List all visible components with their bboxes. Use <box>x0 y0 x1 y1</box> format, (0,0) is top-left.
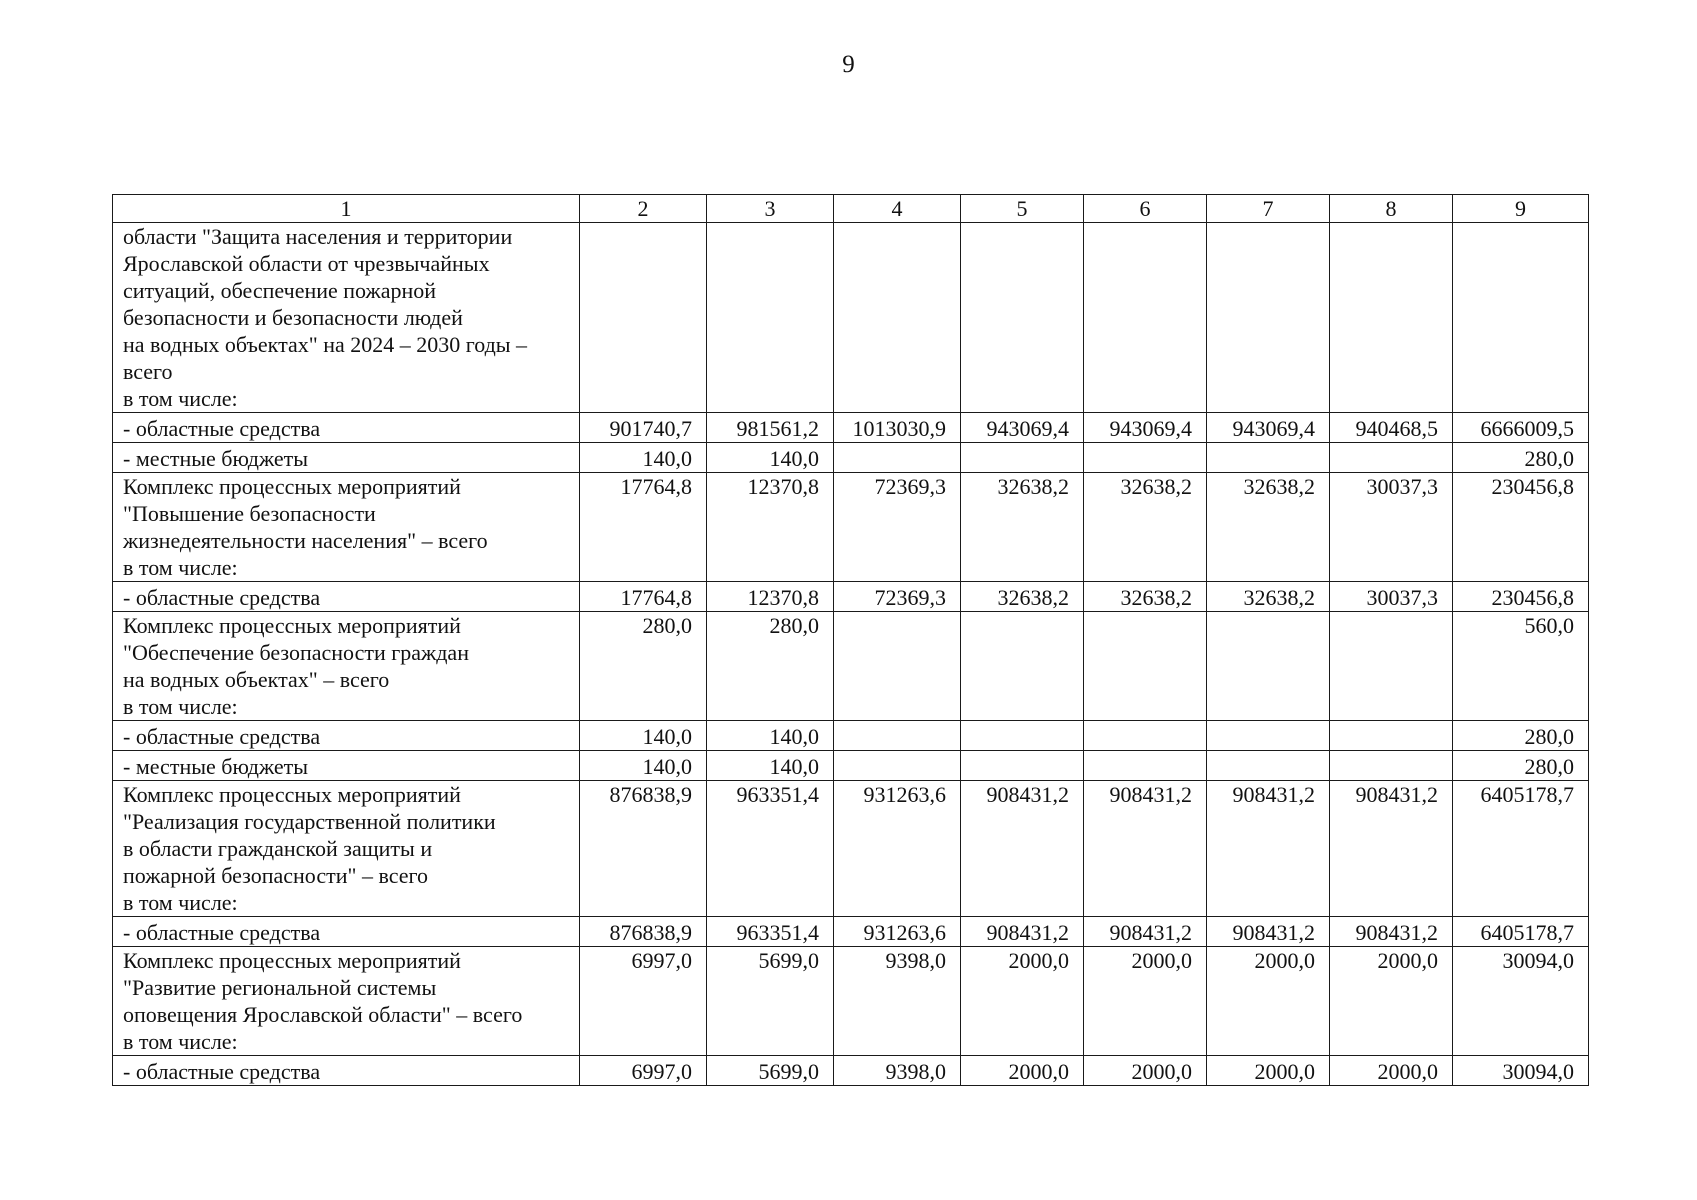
value-cell <box>1207 751 1330 781</box>
row-label: - областные средства <box>113 1056 580 1086</box>
value-cell: 876838,9 <box>580 917 707 947</box>
value-cell: 963351,4 <box>707 917 834 947</box>
row-label: - областные средства <box>113 413 580 443</box>
row-label: - местные бюджеты <box>113 443 580 473</box>
value-cell: 2000,0 <box>1084 947 1207 1056</box>
row-label: - областные средства <box>113 582 580 612</box>
value-cell <box>1084 751 1207 781</box>
row-label: - местные бюджеты <box>113 751 580 781</box>
value-cell: 931263,6 <box>834 781 961 917</box>
value-cell: 1013030,9 <box>834 413 961 443</box>
value-cell: 6405178,7 <box>1453 917 1589 947</box>
value-cell: 560,0 <box>1453 612 1589 721</box>
value-cell: 2000,0 <box>1207 1056 1330 1086</box>
value-cell <box>834 751 961 781</box>
page-number: 9 <box>842 51 855 78</box>
row-label: - областные средства <box>113 917 580 947</box>
value-cell <box>961 443 1084 473</box>
value-cell: 140,0 <box>707 443 834 473</box>
value-cell <box>834 443 961 473</box>
value-cell: 32638,2 <box>1207 473 1330 582</box>
value-cell: 72369,3 <box>834 473 961 582</box>
column-header: 1 <box>113 195 580 223</box>
value-cell: 30094,0 <box>1453 1056 1589 1086</box>
value-cell: 876838,9 <box>580 781 707 917</box>
value-cell: 5699,0 <box>707 947 834 1056</box>
value-cell: 140,0 <box>707 751 834 781</box>
value-cell: 6997,0 <box>580 947 707 1056</box>
value-cell: 32638,2 <box>1084 582 1207 612</box>
value-cell: 280,0 <box>1453 443 1589 473</box>
value-cell: 901740,7 <box>580 413 707 443</box>
value-cell: 963351,4 <box>707 781 834 917</box>
value-cell <box>834 721 961 751</box>
value-cell: 943069,4 <box>1207 413 1330 443</box>
table-subrow <box>113 413 1589 443</box>
value-cell <box>1330 612 1453 721</box>
column-header: 7 <box>1207 195 1330 223</box>
value-cell <box>1330 721 1453 751</box>
value-cell: 30037,3 <box>1330 473 1453 582</box>
value-cell <box>834 612 961 721</box>
column-header: 2 <box>580 195 707 223</box>
value-cell <box>834 223 961 413</box>
value-cell: 17764,8 <box>580 582 707 612</box>
value-cell: 940468,5 <box>1330 413 1453 443</box>
value-cell: 908431,2 <box>961 781 1084 917</box>
value-cell: 280,0 <box>1453 721 1589 751</box>
value-cell <box>1084 443 1207 473</box>
row-label: области "Защита населения и территории Ярославской области от чрезвычайных ситуаций, обеспечение пожарной безопасности и безопасности людей на водных объектах" на 2024 – 2030 годы – всего в том числе: <box>113 223 580 413</box>
value-cell <box>1084 223 1207 413</box>
value-cell <box>1207 223 1330 413</box>
table-header-row <box>113 195 1589 223</box>
row-label: Комплекс процессных мероприятий "Повышение безопасности жизнедеятельности населения" – всего в том числе: <box>113 473 580 582</box>
table-group-row <box>113 223 1589 413</box>
value-cell: 32638,2 <box>1207 582 1330 612</box>
value-cell: 32638,2 <box>1084 473 1207 582</box>
value-cell: 30094,0 <box>1453 947 1589 1056</box>
row-label: - областные средства <box>113 721 580 751</box>
row-label: Комплекс процессных мероприятий "Обеспечение безопасности граждан на водных объектах" – всего в том числе: <box>113 612 580 721</box>
value-cell: 908431,2 <box>1084 781 1207 917</box>
value-cell: 140,0 <box>580 721 707 751</box>
value-cell: 32638,2 <box>961 582 1084 612</box>
value-cell <box>961 612 1084 721</box>
column-header: 9 <box>1453 195 1589 223</box>
value-cell: 908431,2 <box>1330 917 1453 947</box>
value-cell: 908431,2 <box>1207 917 1330 947</box>
value-cell: 9398,0 <box>834 1056 961 1086</box>
table-subrow <box>113 751 1589 781</box>
value-cell: 32638,2 <box>961 473 1084 582</box>
value-cell: 12370,8 <box>707 582 834 612</box>
column-header: 5 <box>961 195 1084 223</box>
table-body <box>113 195 1589 1086</box>
value-cell: 6405178,7 <box>1453 781 1589 917</box>
value-cell <box>961 721 1084 751</box>
table-group-row <box>113 781 1589 917</box>
value-cell: 2000,0 <box>1207 947 1330 1056</box>
value-cell <box>1207 612 1330 721</box>
value-cell <box>1330 751 1453 781</box>
table-group-row <box>113 947 1589 1056</box>
value-cell: 9398,0 <box>834 947 961 1056</box>
value-cell: 280,0 <box>580 612 707 721</box>
value-cell <box>707 223 834 413</box>
table-group-row <box>113 473 1589 582</box>
value-cell <box>1207 721 1330 751</box>
value-cell: 943069,4 <box>961 413 1084 443</box>
value-cell: 6997,0 <box>580 1056 707 1086</box>
value-cell: 2000,0 <box>1330 1056 1453 1086</box>
table-subrow <box>113 917 1589 947</box>
budget-table <box>112 194 1589 1086</box>
value-cell: 140,0 <box>580 443 707 473</box>
value-cell: 5699,0 <box>707 1056 834 1086</box>
value-cell <box>1453 223 1589 413</box>
table-subrow <box>113 721 1589 751</box>
value-cell: 140,0 <box>707 721 834 751</box>
value-cell: 17764,8 <box>580 473 707 582</box>
column-header: 8 <box>1330 195 1453 223</box>
value-cell <box>1330 443 1453 473</box>
column-header: 4 <box>834 195 961 223</box>
table-subrow <box>113 582 1589 612</box>
value-cell: 280,0 <box>1453 751 1589 781</box>
value-cell: 908431,2 <box>1084 917 1207 947</box>
value-cell: 140,0 <box>580 751 707 781</box>
value-cell: 908431,2 <box>961 917 1084 947</box>
column-header: 3 <box>707 195 834 223</box>
table-subrow <box>113 443 1589 473</box>
value-cell: 6666009,5 <box>1453 413 1589 443</box>
value-cell: 981561,2 <box>707 413 834 443</box>
value-cell: 12370,8 <box>707 473 834 582</box>
value-cell <box>1207 443 1330 473</box>
value-cell: 2000,0 <box>1330 947 1453 1056</box>
value-cell: 230456,8 <box>1453 473 1589 582</box>
value-cell: 280,0 <box>707 612 834 721</box>
value-cell: 943069,4 <box>1084 413 1207 443</box>
row-label: Комплекс процессных мероприятий "Развитие региональной системы оповещения Ярославской области" – всего в том числе: <box>113 947 580 1056</box>
value-cell: 908431,2 <box>1330 781 1453 917</box>
value-cell <box>1084 612 1207 721</box>
value-cell: 931263,6 <box>834 917 961 947</box>
value-cell: 2000,0 <box>961 947 1084 1056</box>
value-cell <box>1084 721 1207 751</box>
value-cell <box>1330 223 1453 413</box>
value-cell: 908431,2 <box>1207 781 1330 917</box>
value-cell: 30037,3 <box>1330 582 1453 612</box>
column-header: 6 <box>1084 195 1207 223</box>
value-cell <box>580 223 707 413</box>
row-label: Комплекс процессных мероприятий "Реализация государственной политики в области гражданской защиты и пожарной безопасности" – всего в том числе: <box>113 781 580 917</box>
table-subrow <box>113 1056 1589 1086</box>
value-cell: 2000,0 <box>961 1056 1084 1086</box>
value-cell: 230456,8 <box>1453 582 1589 612</box>
value-cell <box>961 751 1084 781</box>
value-cell <box>961 223 1084 413</box>
value-cell: 72369,3 <box>834 582 961 612</box>
table-group-row <box>113 612 1589 721</box>
value-cell: 2000,0 <box>1084 1056 1207 1086</box>
